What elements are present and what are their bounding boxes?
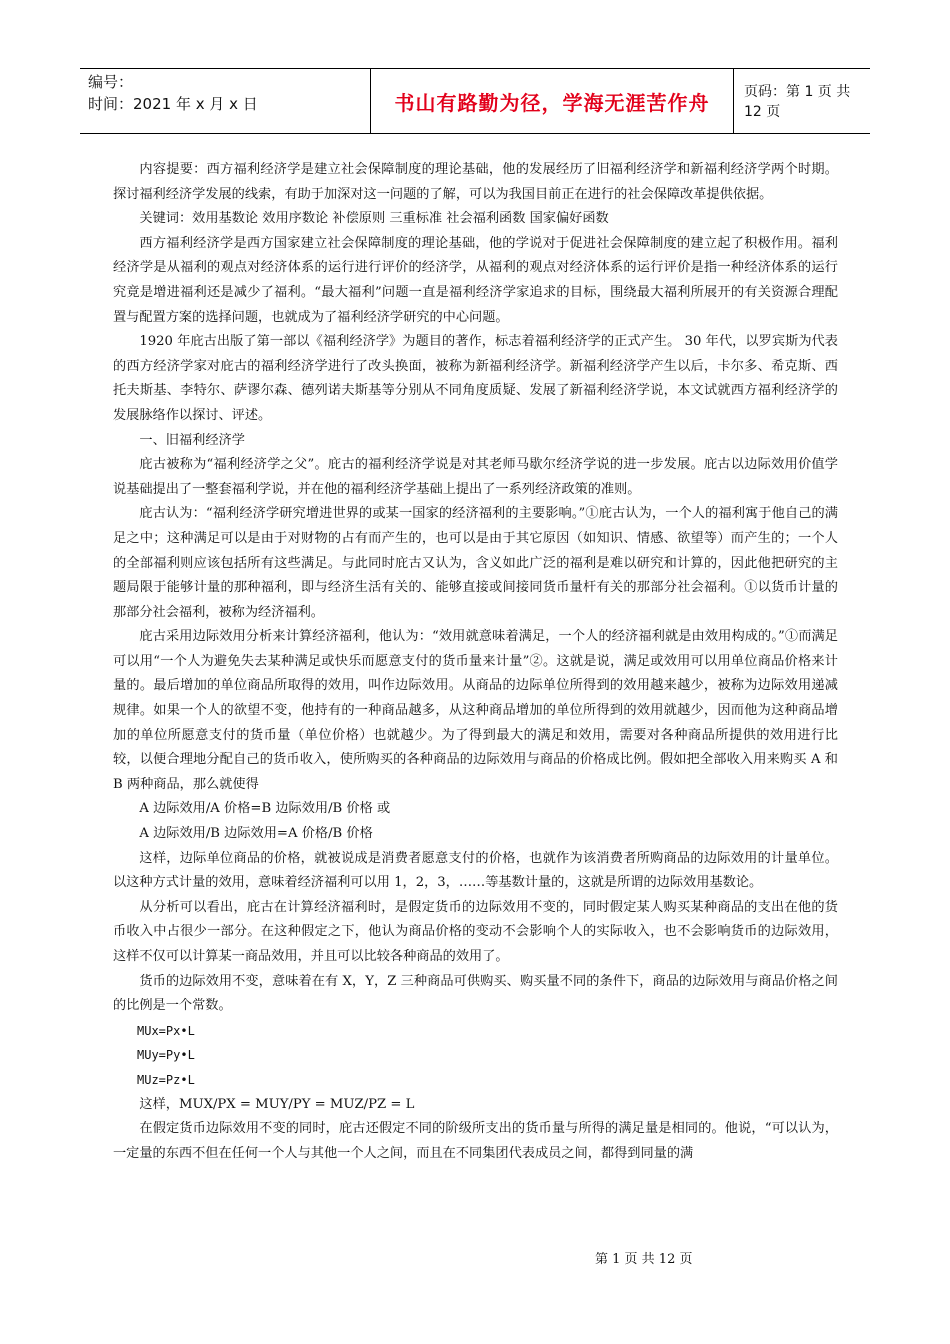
code-label: 编号： [88,73,134,91]
header-table [80,68,870,134]
formula-line: 这样，MUX/PX = MUY/PY = MUZ/PZ = L [139,1096,415,1112]
body-paragraph: 庇古被称为“福利经济学之父”。庇古的福利经济学说是对其老师马歇尔经济学说的进一步发展。庇古以边际效用价值学说基础提出了一整套福利学说，并在他的福利经济学基础上提出了一系列经济政策的准则。 [113,457,838,497]
date-label: 时间：2021 年 x 月 x 日 [88,95,258,113]
formula-line: MUz=Pz•L [137,1072,195,1087]
keywords-paragraph: 关键词：效用基数论 效用序数论 补偿原则 三重标准 社会福利函数 国家偏好函数 [139,211,609,227]
header-page-cell [744,69,870,133]
document-body [113,158,838,1166]
page-footer [595,1248,692,1267]
section-heading: 一、旧福利经济学 [139,432,245,448]
body-paragraph: 在假定货币边际效用不变的同时，庇古还假定不同的阶级所支出的货币量与所得的满足量是相同的。他说，“可以认为，一定量的东西不但在任何一个人与其他一个人之间，而且在不同集团代表成员之间，都得到同量的满 [113,1121,838,1161]
body-paragraph: 庇古认为：“福利经济学研究增进世界的或某一国家的经济福利的主要影响。”①庇古认为，一个人的福利寓于他自己的满足之中；这种满足可以是由于对财物的占有而产生的，也可以是由于其它原因（如知识、情感、欲望等）而产生的；一个人的全部福利则应该包括所有这些满足。与此同时庇古又认为，含义如此广泛的福利是难以研究和计算的，因此他把研究的主题局限于能够计量的那种福利，即与经济生活有关的、能够直接或间接同货币量杆有关的那部分社会福利。①以货币计量的那部分社会福利，被称为经济福利。 [113,506,838,620]
body-paragraph: 从分析可以看出，庇古在计算经济福利时，是假定货币的边际效用不变的，同时假定某人购买某种商品的支出在他的货币收入中占很少一部分。在这种假定之下，他认为商品价格的变动不会影响个人的实际收入，也不会影响货币的边际效用，这样不仅可以计算某一商品效用，并且可以比较各种商品的效用了。 [113,899,838,964]
footer-page-number: 第 1 页 共 12 页 [595,1252,693,1267]
abstract-paragraph: 内容提要：西方福利经济学是建立社会保障制度的理论基础，他的发展经历了旧福利经济学和新福利经济学两个时期。探讨福利经济学发展的线索，有助于加深对这一问题的了解，可以为我国目前正在进行的社会保障改革提供依据。 [113,162,838,202]
body-paragraph: 1920 年庇古出版了第一部以《福利经济学》为题目的著作，标志着福利经济学的正式产生。 30 年代，以罗宾斯为代表的西方经济学家对庇古的福利经济学进行了改头换面，被称为新福利经济学。新福利经济学产生以后，卡尔多、希克斯、西托夫斯基、李特尔、萨谬尔森、德列诺夫斯基等分别从不同角度质疑、发展了新福利经济学说，本文试就西方福利经济学的发展脉络作以探讨、评述。 [113,334,838,423]
formula-line: MUx=Px•L [137,1023,195,1038]
header-meta [88,71,288,115]
body-paragraph: 这样，边际单位商品的价格，就被说成是消费者愿意支付的价格，也就作为该消费者所购商品的边际效用的计量单位。以这种方式计量的效用，意味着经济福利可以用 1，2，3，……等基数计量的，这就是所谓的边际效用基数论。 [113,850,838,891]
body-paragraph: 西方福利经济学是西方国家建立社会保障制度的理论基础，他的学说对于促进社会保障制度的建立起了积极作用。福利经济学是从福利的观点对经济体系的运行进行评价的经济学，从福利的观点对经济体系的运行评价是指一种经济体系的运行究竟是增进福利还是减少了福利。“最大福利”问题一直是福利经济学家追求的目标，围绕最大福利所展开的有关资源合理配置与配置方案的选择问题，也就成为了福利经济学研究的中心问题。 [113,235,838,325]
formula-line: A 边际效用/B 边际效用=A 价格/B 价格 [139,826,373,842]
motto-text: 书山有路勤为径，学海无涯苦作舟 [394,90,710,115]
body-paragraph: 货币的边际效用不变，意味着在有 X，Y，Z 三种商品可供购买、购买量不同的条件下，商品的边际效用与商品价格之间的比例是一个常数。 [113,973,838,1014]
formula-line: A 边际效用/A 价格=B 边际效用/B 价格 或 [139,801,391,817]
header-motto-cell [370,69,734,133]
page-label: 页码：第 1 页 共 12 页 [744,84,851,120]
formula-line: MUy=Py•L [137,1048,195,1063]
body-paragraph: 庇古采用边际效用分析来计算经济福利，他认为：“效用就意味着满足，一个人的经济福利就是由效用构成的。”①而满足可以用“一个人为避免失去某种满足或快乐而愿意支付的货币量来计量”②。这就是说，满足或效用可以用单位商品价格来计量的。最后增加的单位商品所取得的效用，叫作边际效用。从商品的边际单位所得到的效用越来越少，被称为边际效用递减规律。如果一个人的欲望不变，他持有的一种商品越多，从这种商品增加的单位所得到的效用就越少，因而他为这种商品增加的单位所愿意支付的货币量（单位价格）也就越少。为了得到最大的满足和效用，需要对各种商品所提供的效用进行比较，以便合理地分配自己的货币收入，使所购买的各种商品的边际效用与商品的价格成比例。假如把全部收入用来购买 A 和 B 两种商品，那么就使得 [113,629,838,792]
